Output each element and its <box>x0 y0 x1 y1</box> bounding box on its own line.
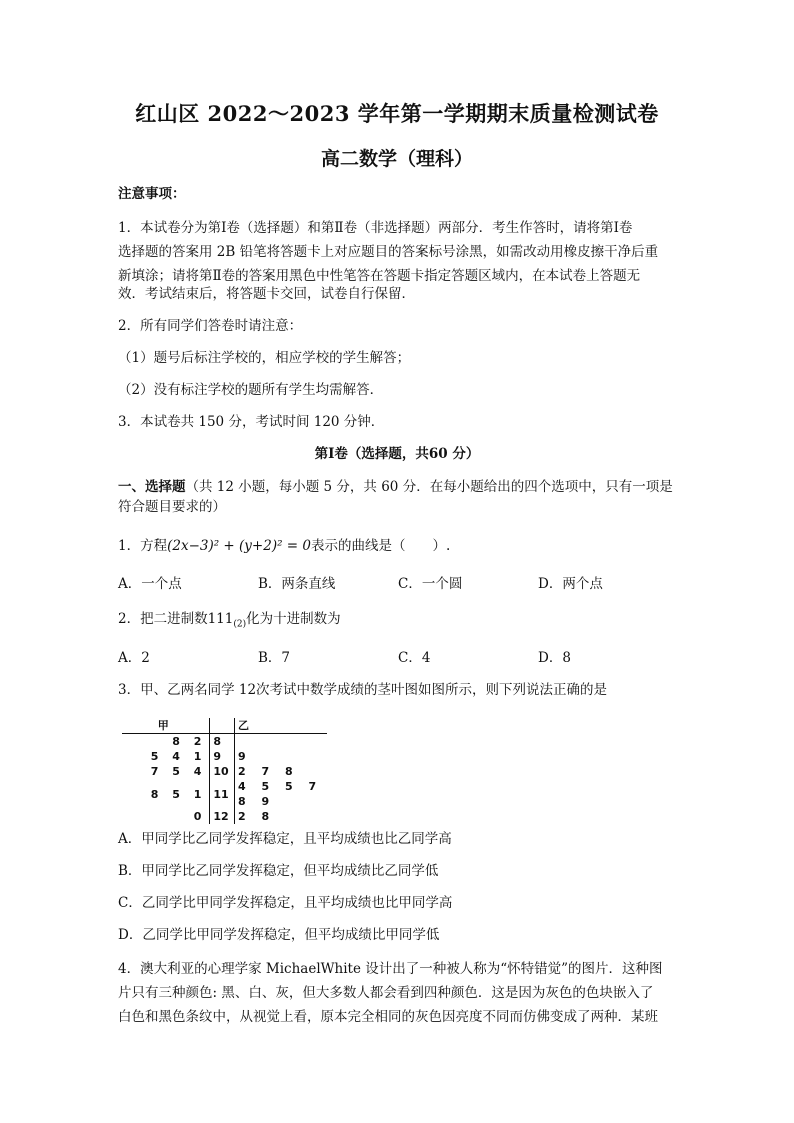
q2-base-subscript: (2) <box>233 619 247 630</box>
q2-option-a: A．2 <box>118 650 150 666</box>
stem-leaf-table <box>122 718 327 824</box>
stem-leaf-right-header: 乙 <box>235 718 327 734</box>
part1-heading: 第Ⅰ卷（选择题，共60 分） <box>314 446 480 462</box>
stem-leaf-left-leaves: 8 2 <box>172 735 207 748</box>
notice-item3: 3．本试卷共 150 分，考试时间 120 分钟． <box>118 414 385 430</box>
stem-leaf-header-row <box>122 718 327 734</box>
notice-item2: 2．所有同学们答卷时请注意： <box>118 318 303 334</box>
notice-item1-line3: 新填涂；请将第Ⅱ卷的答案用黑色中性笔答在答题卡指定答题区域内，在本试卷上答题无 <box>118 268 641 284</box>
q2-options <box>118 648 678 668</box>
q1-equation: (2x−3)² + (y+2)² = 0 <box>167 538 311 554</box>
q1-option-b: B．两条直线 <box>258 576 336 592</box>
notice-heading: 注意事项： <box>118 186 186 202</box>
q3-option-c: C．乙同学比甲同学发挥稳定，且平均成绩也比甲同学高 <box>118 895 453 911</box>
stem-leaf-row <box>122 764 327 779</box>
stem-leaf-row <box>122 734 327 750</box>
q2-option-c: C．4 <box>398 650 431 666</box>
stem-leaf-header-stem <box>210 718 235 734</box>
q2-suffix: 化为十进制数为 <box>246 611 341 627</box>
q2-binary-number: 111 <box>207 611 234 627</box>
notice-item2-b: （2）没有标注学校的题所有学生均需解答． <box>118 382 384 398</box>
stem-leaf-left-leaves: 8 5 1 <box>150 787 207 801</box>
stem-leaf-right-leaves: 4 5 5 7 8 9 <box>238 780 323 808</box>
q3-option-b: B．甲同学比乙同学发挥稳定，但平均成绩比乙同学低 <box>118 863 439 879</box>
stem-leaf-right-leaves: 2 8 <box>238 810 276 823</box>
q2-option-b: B．7 <box>258 650 291 666</box>
q1-option-c: C．一个圆 <box>398 576 463 592</box>
stem-leaf-left-leaves: 0 <box>193 810 207 823</box>
q2-prefix: 2．把二进制数 <box>118 611 208 627</box>
notice-item1-line2: 选择题的答案用 2B 铅笔将答题卡上对应题目的答案标号涂黑，如需改动用橡皮擦干净后重 <box>118 244 659 260</box>
question-4-line1: 4．澳大利亚的心理学家 MichaelWhite 设计出了一种被人称为“怀特错觉”的图片．这种图 <box>118 961 663 977</box>
q2-option-d: D．8 <box>538 650 571 666</box>
stem-leaf-plot <box>122 718 327 823</box>
stem-leaf-stem: 12 <box>210 809 235 824</box>
stem-leaf-right-leaves <box>235 734 327 750</box>
q1-option-a: A．一个点 <box>118 576 182 592</box>
section-desc: （共 12 小题，每小题 5 分，共 60 分．在每小题给出的四个选项中，只有一项是 <box>185 479 673 495</box>
stem-leaf-left-header: 甲 <box>122 718 210 734</box>
stem-leaf-right-leaves: 9 <box>238 750 252 763</box>
stem-leaf-row <box>122 749 327 764</box>
q1-prefix: 1．方程 <box>118 538 168 554</box>
section-intro-line1 <box>118 477 678 497</box>
question-1 <box>118 536 678 556</box>
stem-leaf-row <box>122 809 327 824</box>
section-label: 一、选择题 <box>118 479 186 495</box>
q1-option-d: D．两个点 <box>538 576 603 592</box>
section-intro-line2: 符合题目要求的） <box>118 499 226 515</box>
q1-options <box>118 574 678 594</box>
question-3: 3．甲、乙两名同学 12次考试中数学成绩的茎叶图如图所示，则下列说法正确的是 <box>118 682 608 698</box>
q3-option-d: D．乙同学比甲同学发挥稳定，但平均成绩比甲同学低 <box>118 927 440 943</box>
question-4-line3: 白色和黑色条纹中，从视觉上看，原本完全相同的灰色因亮度不同而仿佛变成了两种．某班 <box>118 1009 658 1025</box>
stem-leaf-right-leaves: 2 7 8 <box>238 765 299 778</box>
stem-leaf-stem: 10 <box>210 764 235 779</box>
exam-title: 红山区 2022～2023 学年第一学期期末质量检测试卷 <box>135 101 659 126</box>
stem-leaf-left-leaves: 7 5 4 <box>150 765 207 778</box>
q1-suffix: 表示的曲线是（ ）. <box>311 538 451 554</box>
stem-leaf-stem: 9 <box>210 749 235 764</box>
stem-leaf-row <box>122 779 327 809</box>
exam-subtitle: 高二数学（理科） <box>320 148 473 170</box>
notice-item2-a: （1）题号后标注学校的，相应学校的学生解答； <box>118 350 411 366</box>
notice-item1-line1: 1．本试卷分为第Ⅰ卷（选择题）和第Ⅱ卷（非选择题）两部分．考生作答时，请将第Ⅰ卷 <box>118 220 633 236</box>
question-4-line2: 片只有三种颜色: 黑、白、灰，但大多数人都会看到四种颜色．这是因为灰色的色块嵌入了 <box>118 985 654 1001</box>
question-2 <box>118 609 678 635</box>
stem-leaf-stem: 8 <box>210 734 235 750</box>
q3-option-a: A．甲同学比乙同学发挥稳定，且平均成绩也比乙同学高 <box>118 831 452 847</box>
notice-item1-line4: 效．考试结束后，将答题卡交回，试卷自行保留． <box>118 286 415 302</box>
stem-leaf-left-leaves: 5 4 1 <box>150 750 207 763</box>
stem-leaf-stem: 11 <box>210 779 235 809</box>
